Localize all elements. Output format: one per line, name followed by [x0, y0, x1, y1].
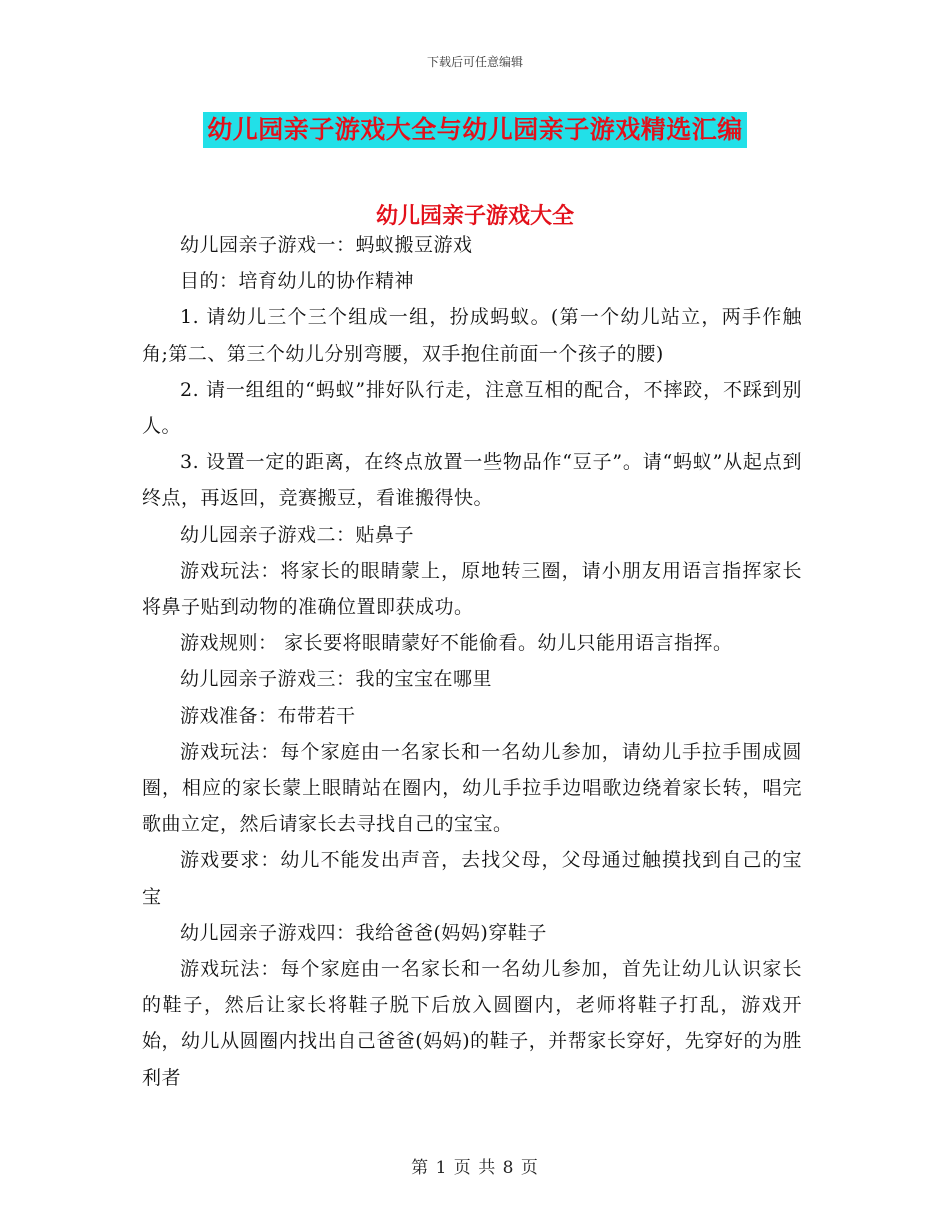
- body-text: [142, 227, 802, 1096]
- paragraph: 游戏规则： 家长要将眼睛蒙好不能偷看。幼儿只能用语言指挥。: [180, 632, 733, 655]
- paragraph: 游戏要求：幼儿不能发出声音，去找父母，父母通过触摸找到自己的宝宝: [142, 849, 802, 908]
- paragraph: 幼儿园亲子游戏四：我给爸爸(妈妈)穿鞋子: [180, 921, 547, 944]
- paragraph: 游戏玩法：每个家庭由一名家长和一名幼儿参加，首先让幼儿认识家长的鞋子，然后让家长将鞋子脱下后放入圆圈内，老师将鞋子打乱，游戏开始，幼儿从圆圈内找出自己爸爸(妈妈)的鞋子，并帮家长穿好，先穿好的为胜利者: [142, 958, 802, 1089]
- paragraph: 幼儿园亲子游戏一：蚂蚁搬豆游戏: [180, 234, 473, 256]
- main-title: 幼儿园亲子游戏大全与幼儿园亲子游戏精选汇编: [203, 112, 747, 148]
- section-title: 幼儿园亲子游戏大全: [375, 204, 574, 229]
- header-note: 下载后可任意编辑: [426, 55, 523, 69]
- paragraph: 游戏准备：布带若干: [180, 704, 356, 727]
- paragraph: 3. 设置一定的距离，在终点放置一些物品作“豆子”。请“蚂蚁”从起点到终点，再返回，竞赛搬豆，看谁搬得快。: [142, 451, 802, 510]
- paragraph: 幼儿园亲子游戏三：我的宝宝在哪里: [180, 668, 493, 691]
- paragraph: 游戏玩法：每个家庭由一名家长和一名幼儿参加，请幼儿手拉手围成圆圈，相应的家长蒙上眼睛站在圈内，幼儿手拉手边唱歌边绕着家长转，唱完歌曲立定，然后请家长去寻找自己的宝宝。: [142, 740, 802, 836]
- paragraph: 1. 请幼儿三个三个组成一组，扮成蚂蚁。(第一个幼儿站立，两手作触角;第二、第三个幼儿分别弯腰，双手抱住前面一个孩子的腰): [142, 306, 802, 365]
- paragraph: 2. 请一组组的“蚂蚁”排好队行走，注意互相的配合，不摔跤，不踩到别人。: [142, 378, 802, 438]
- paragraph: 目的：培育幼儿的协作精神: [180, 270, 415, 293]
- paragraph: 幼儿园亲子游戏二：贴鼻子: [180, 523, 415, 546]
- main-title-wrap: [0, 112, 950, 148]
- page-footer: 第 1 页 共 8 页: [411, 1158, 539, 1178]
- paragraph: 游戏玩法：将家长的眼睛蒙上，原地转三圈，请小朋友用语言指挥家长将鼻子贴到动物的准确位置即获成功。: [142, 559, 802, 619]
